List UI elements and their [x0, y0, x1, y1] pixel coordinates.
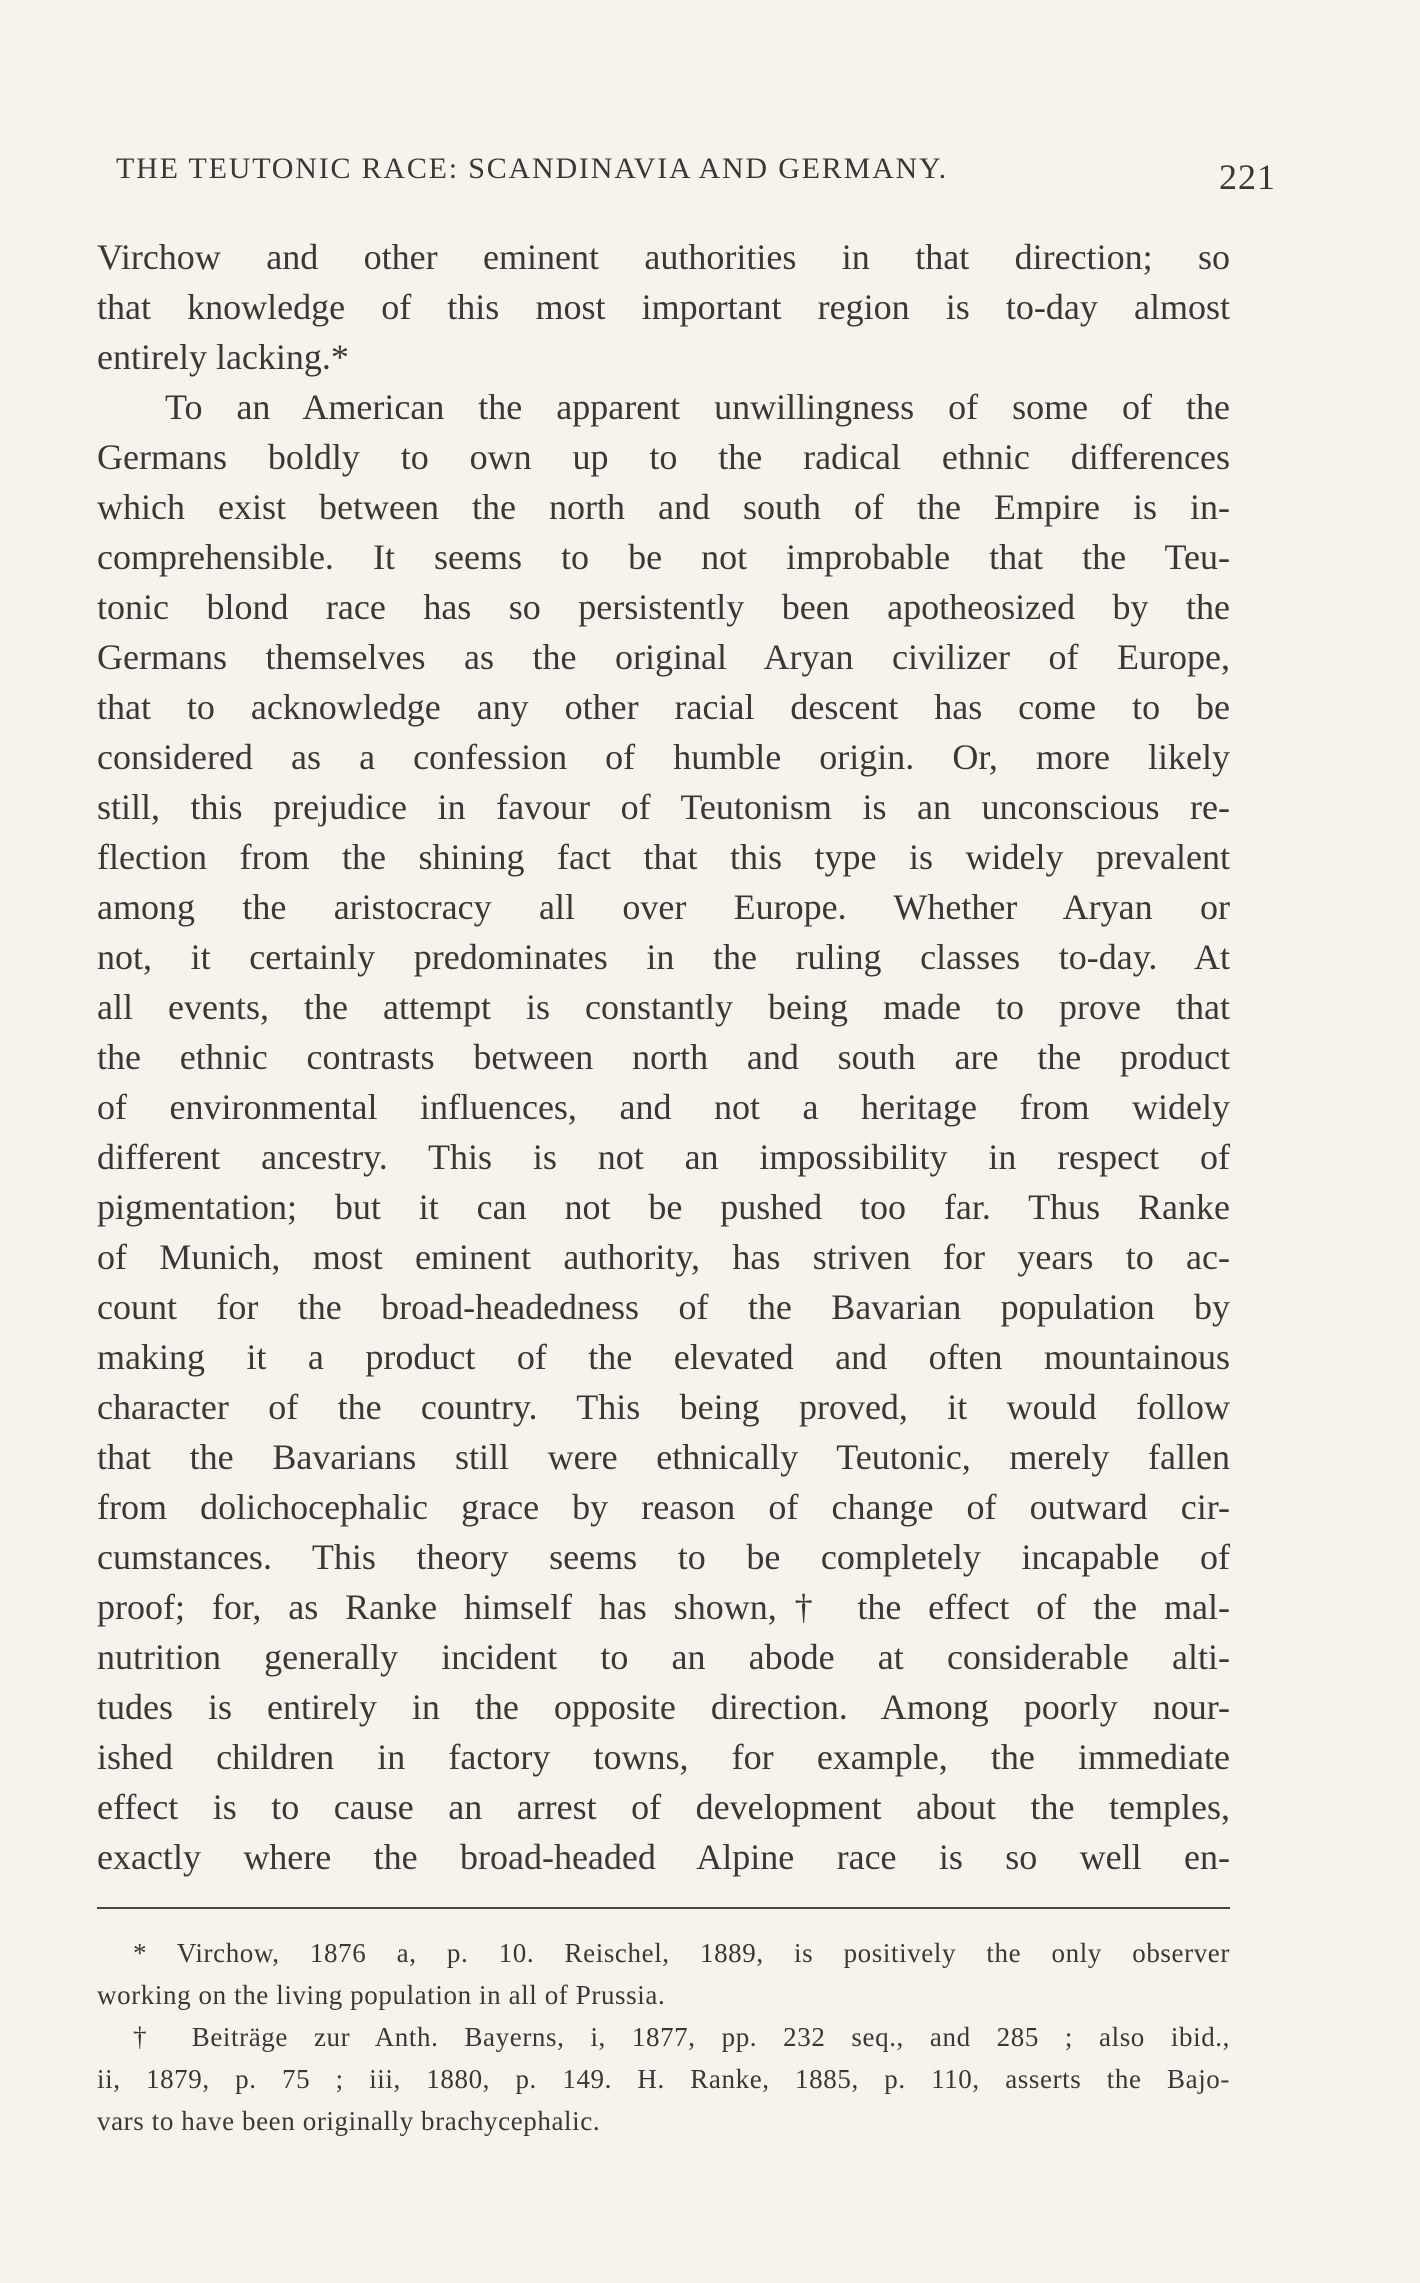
- footnote-line: ii, 1879, p. 75 ; iii, 1880, p. 149. H. Ranke, 1885, p. 110, asserts the Bajo-: [97, 2064, 1230, 2094]
- body-line: from dolichocephalic grace by reason of change of outward cir-: [97, 1487, 1230, 1527]
- body-line: character of the country. This being proved, it would follow: [97, 1387, 1230, 1427]
- body-line: among the aristocracy all over Europe. Whether Aryan or: [97, 887, 1230, 927]
- body-line: tonic blond race has so persistently been apotheosized by the: [97, 587, 1230, 627]
- body-line: entirely lacking.*: [97, 337, 349, 377]
- body-line: making it a product of the elevated and often mountainous: [97, 1337, 1230, 1377]
- body-line: Germans themselves as the original Aryan civilizer of Europe,: [97, 637, 1230, 677]
- body-line: considered as a confession of humble origin. Or, more likely: [97, 737, 1230, 777]
- body-line: Virchow and other eminent authorities in that direction; so: [97, 237, 1230, 277]
- body-line: that the Bavarians still were ethnically Teutonic, merely fallen: [97, 1437, 1230, 1477]
- body-line: the ethnic contrasts between north and south are the product: [97, 1037, 1230, 1077]
- body-line: To an American the apparent unwillingness of some of the: [165, 387, 1230, 427]
- body-line: still, this prejudice in favour of Teutonism is an unconscious re-: [97, 787, 1230, 827]
- body-line: count for the broad-headedness of the Bavarian population by: [97, 1287, 1230, 1327]
- footnote-line: † Beiträge zur Anth. Bayerns, i, 1877, pp. 232 seq., and 285 ; also ibid.,: [133, 2022, 1230, 2052]
- page-header: [116, 152, 1276, 197]
- body-line: not, it certainly predominates in the ruling classes to-day. At: [97, 937, 1230, 977]
- body-line: different ancestry. This is not an impossibility in respect of: [97, 1137, 1230, 1177]
- body-line: effect is to cause an arrest of development about the temples,: [97, 1787, 1230, 1827]
- page-number: 221: [1219, 157, 1276, 197]
- footnote-line: vars to have been originally brachycephalic.: [97, 2106, 601, 2136]
- body-text: [97, 232, 1230, 1882]
- body-line: pigmentation; but it can not be pushed too far. Thus Ranke: [97, 1187, 1230, 1227]
- body-line: of environmental influences, and not a heritage from widely: [97, 1087, 1230, 1127]
- body-line: exactly where the broad-headed Alpine race is so well en-: [97, 1837, 1230, 1877]
- body-line: nutrition generally incident to an abode at considerable alti-: [97, 1637, 1230, 1677]
- footnote-divider: [97, 1907, 1230, 1909]
- body-line: which exist between the north and south of the Empire is in-: [97, 487, 1230, 527]
- body-line: of Munich, most eminent authority, has striven for years to ac-: [97, 1237, 1230, 1277]
- body-line: ished children in factory towns, for example, the immediate: [97, 1737, 1230, 1777]
- body-line: flection from the shining fact that this type is widely prevalent: [97, 837, 1230, 877]
- body-line: that knowledge of this most important region is to-day almost: [97, 287, 1230, 327]
- footnote-line: * Virchow, 1876 a, p. 10. Reischel, 1889, is positively the only observer: [133, 1938, 1230, 1968]
- body-line: cumstances. This theory seems to be completely incapable of: [97, 1537, 1230, 1577]
- footnote-line: working on the living population in all of Prussia.: [97, 1980, 666, 2010]
- footnotes: [97, 1932, 1230, 2142]
- body-line: that to acknowledge any other racial descent has come to be: [97, 687, 1230, 727]
- body-line: comprehensible. It seems to be not improbable that the Teu-: [97, 537, 1230, 577]
- body-line: all events, the attempt is constantly being made to prove that: [97, 987, 1230, 1027]
- body-line: Germans boldly to own up to the radical ethnic differences: [97, 437, 1230, 477]
- body-line: proof; for, as Ranke himself has shown,† the effect of the mal-: [97, 1587, 1230, 1627]
- running-head: THE TEUTONIC RACE: SCANDINAVIA AND GERMANY.: [116, 152, 948, 185]
- body-line: tudes is entirely in the opposite direction. Among poorly nour-: [97, 1687, 1230, 1727]
